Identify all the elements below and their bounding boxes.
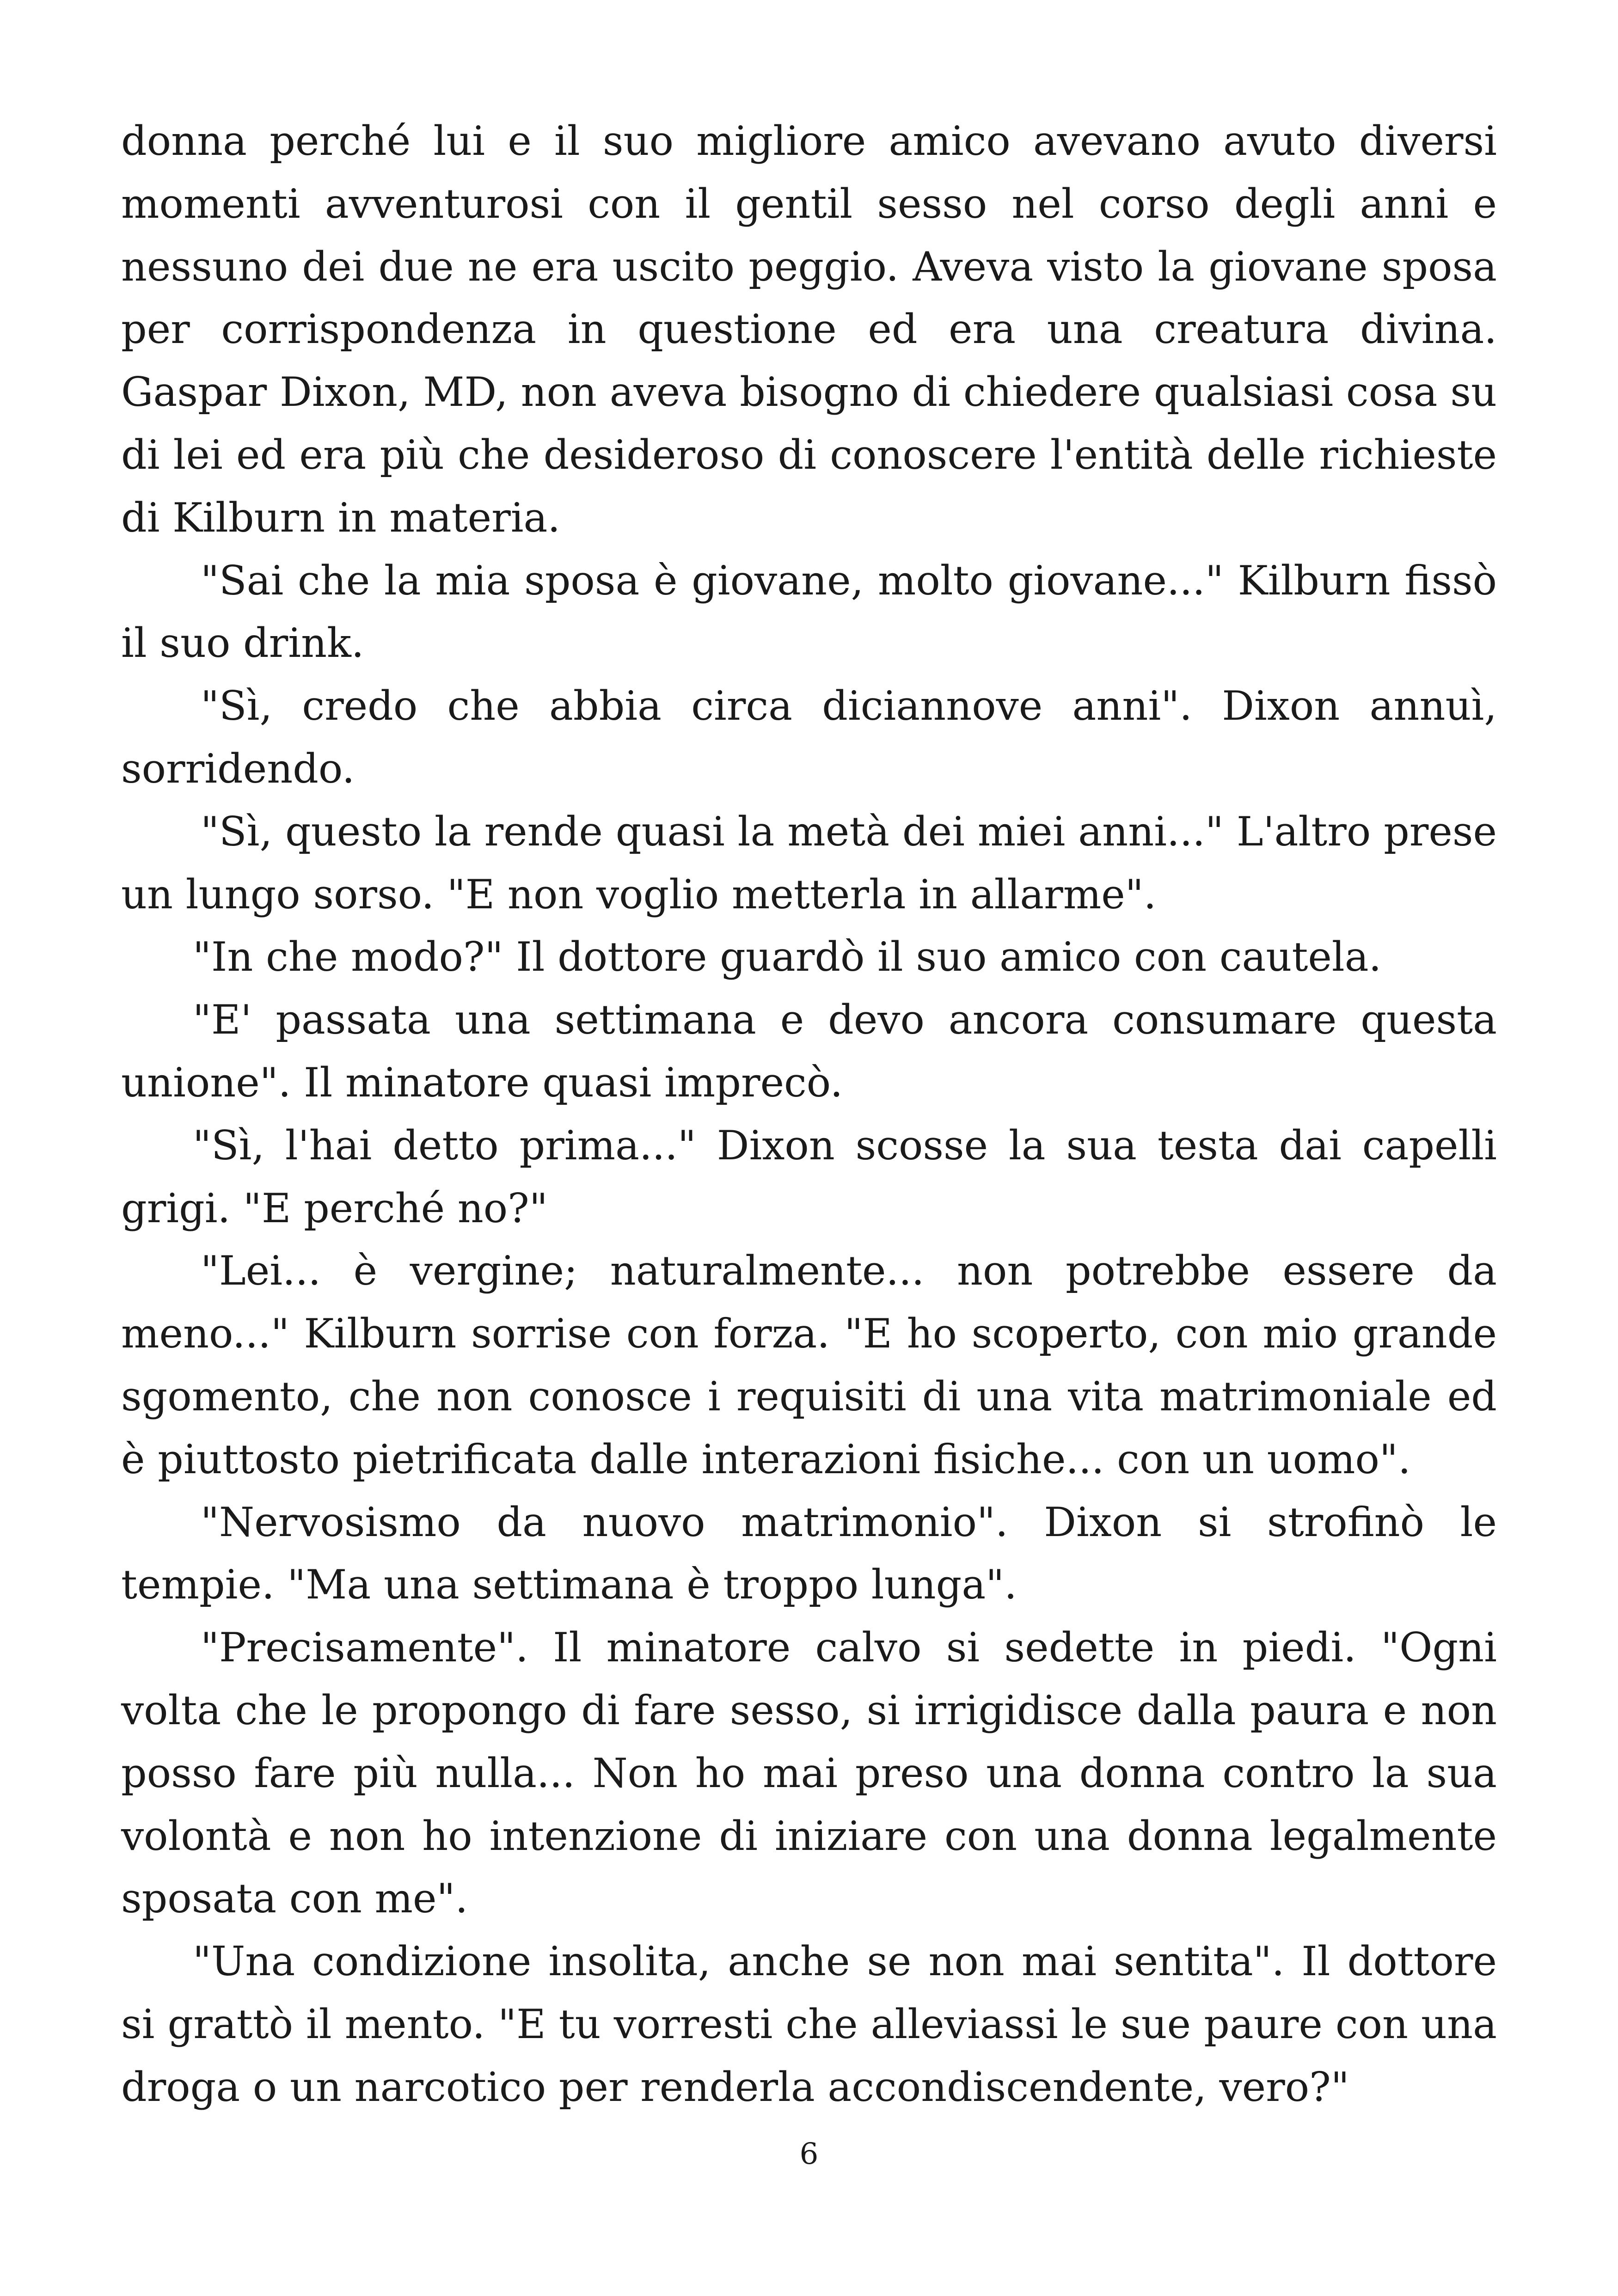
paragraph-8: "Lei... è vergine; naturalmente... non potrebbe essere da meno..." Kilburn sorrise con forza. "E ho scoperto, con mio grande sgomento, che non conosce i requisiti di una vita matrimoniale ed è piuttosto pietrificata dalle interazioni fisiche... con un uomo". — [121, 1247, 1497, 1483]
paragraph-5: "In che modo?" Il dottore guardò il suo amico con cautela. — [193, 933, 1382, 981]
paragraph-3: "Sì, credo che abbia circa diciannove anni". Dixon annuì, sorridendo. — [121, 682, 1497, 792]
paragraph-2: "Sai che la mia sposa è giovane, molto giovane..." Kilburn fissò il suo drink. — [121, 557, 1497, 667]
paragraph-9: "Nervosismo da nuovo matrimonio". Dixon si strofinò le tempie. "Ma una settimana è troppo lunga". — [121, 1498, 1497, 1609]
page-number: 6 — [799, 2137, 819, 2171]
paragraph-6: "E' passata una settimana e devo ancora consumare questa unione". Il minatore quasi imprecò. — [121, 996, 1497, 1106]
paragraph-11: "Una condizione insolita, anche se non mai sentita". Il dottore si grattò il mento. "E tu vorresti che alleviassi le sue paure con una droga o un narcotico per renderla accondiscendente, vero?" — [121, 1938, 1497, 2111]
paragraph-10: "Precisamente". Il minatore calvo si sedette in piedi. "Ogni volta che le propongo di fare sesso, si irrigidisce dalla paura e non posso fare più nulla... Non ho mai preso una donna contro la sua volontà e non ho intenzione di iniziare con una donna legalmente sposata con me". — [121, 1624, 1497, 1923]
paragraph-4: "Sì, questo la rende quasi la metà dei miei anni..." L'altro prese un lungo sorso. "E non voglio metterla in allarme". — [121, 808, 1497, 918]
body-text — [121, 110, 1497, 2119]
paragraph-1: donna perché lui e il suo migliore amico avevano avuto diversi momenti avventurosi con il gentil sesso nel corso degli anni e nessuno dei due ne era uscito peggio. Aveva visto la giovane sposa per corrispondenza in questione ed era una creatura divina. Gaspar Dixon, MD, non aveva bisogno di chiedere qualsiasi cosa su di lei ed era più che desideroso di conoscere l'entità delle richieste di Kilburn in materia. — [121, 117, 1497, 541]
paragraph-7: "Sì, l'hai detto prima..." Dixon scosse la sua testa dai capelli grigi. "E perché no?" — [121, 1121, 1497, 1232]
